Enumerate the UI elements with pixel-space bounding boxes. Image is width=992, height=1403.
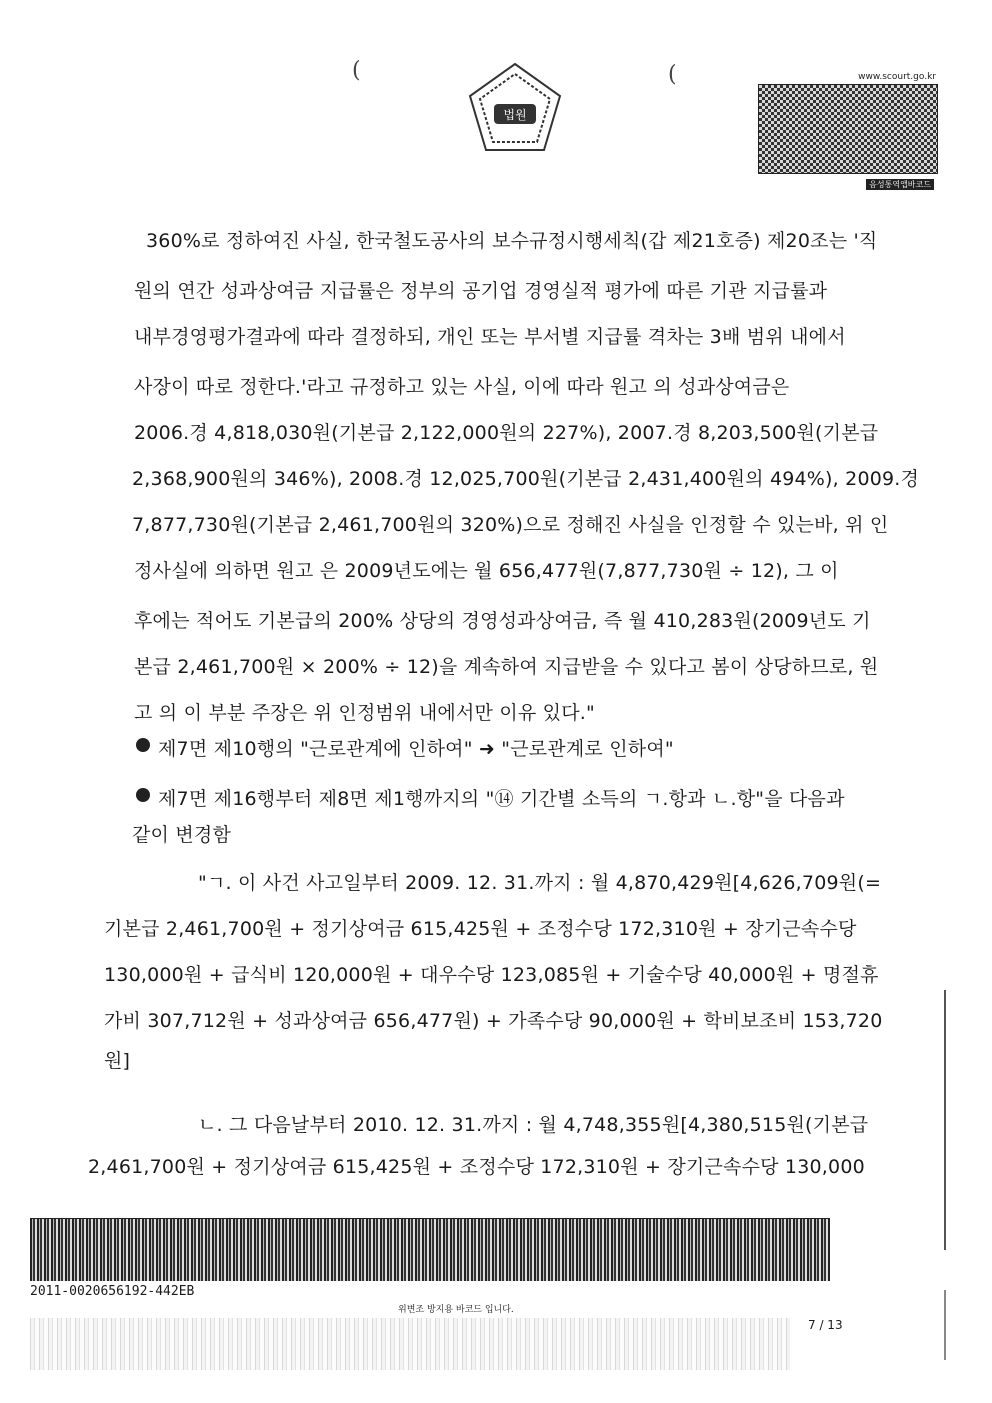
body-line: 7,877,730원(기본급 2,461,700원의 320%)으로 정해진 사실을 인정할 수 있는바, 위 인 [132,514,889,536]
anti-forgery-barcode [30,1218,830,1281]
body-line: 가비 307,712원 + 성과상여금 656,477원) + 가족수당 90,000원 + 학비보조비 153,720 [104,1010,883,1032]
scan-edge-mark [944,1290,946,1360]
verification-code [758,72,936,190]
body-line: 내부경영평가결과에 따라 결정하되, 개인 또는 부서별 지급률 격차는 3배 범위 내에서 [134,326,846,348]
bullet-icon [136,788,150,802]
body-line: 2,461,700원 + 정기상여금 615,425원 + 조정수당 172,310원 + 장기근속수당 130,000 [88,1156,865,1178]
body-line: 사장이 따로 정한다.'라고 규정하고 있는 사실, 이에 따라 원고 의 성과상여금은 [134,376,790,398]
code-label: 음성통역앱바코드 [866,179,934,190]
document-id: 2011-0020656192-442EB [30,1284,195,1299]
body-line: 기본급 2,461,700원 + 정기상여금 615,425원 + 조정수당 172,310원 + 장기근속수당 [104,918,857,940]
body-line: 원] [104,1050,131,1072]
barcode-caption: 위변조 방지용 바코드 입니다. [398,1305,514,1315]
body-line: 정사실에 의하면 원고 은 2009년도에는 월 656,477원(7,877,730원 ÷ 12), 그 이 [134,560,839,582]
scan-edge-mark [944,990,946,1250]
page-number: 7 / 13 [808,1318,843,1332]
body-line: 360%로 정하여진 사실, 한국철도공사의 보수규정시행세칙(갑 제21호증) 제20조는 '직 [146,230,878,252]
scan-mark-left: ( [352,58,361,83]
body-line: 원의 연간 성과상여금 지급률은 정부의 공기업 경영실적 평가에 따른 기관 지급률과 [134,280,828,302]
body-line: 본급 2,461,700원 × 200% ÷ 12)을 계속하여 지급받을 수 있다고 봄이 상당하므로, 원 [134,656,879,678]
body-line: 같이 변경함 [132,824,232,846]
body-line: 2006.경 4,818,030원(기본급 2,122,000원의 227%), 2007.경 8,203,500원(기본급 [134,422,879,444]
body-line: 고 의 이 부분 주장은 위 인정범위 내에서만 이유 있다." [134,702,595,724]
scan-mark-right: ( [668,62,677,87]
scan-noise [30,1318,790,1370]
body-line: "ㄱ. 이 사건 사고일부터 2009. 12. 31.까지 : 월 4,870,429원[4,626,709원(= [198,872,882,894]
body-line: 2,368,900원의 346%), 2008.경 12,025,700원(기본급 2,431,400원의 494%), 2009.경 [132,468,920,490]
body-line: 후에는 적어도 기본급의 200% 상당의 경영성과상여금, 즉 월 410,283원(2009년도 기 [134,610,871,632]
body-line: 130,000원 + 급식비 120,000원 + 대우수당 123,085원 + 기술수당 40,000원 + 명절휴 [104,964,879,986]
seal-text: 법원 [503,108,527,122]
court-url: www.scourt.go.kr [858,72,936,82]
court-seal-icon [460,58,570,168]
body-line: 제7면 제16행부터 제8면 제1행까지의 "⑭ 기간별 소득의 ㄱ.항과 ㄴ.항"을 다음과 [158,788,845,810]
body-line: ㄴ. 그 다음날부터 2010. 12. 31.까지 : 월 4,748,355원[4,380,515원(기본급 [198,1114,869,1136]
body-line: 제7면 제10행의 "근로관계에 인하여" ➜ "근로관계로 인하여" [158,738,674,760]
qr-code-icon [758,84,938,174]
bullet-icon [136,738,150,752]
